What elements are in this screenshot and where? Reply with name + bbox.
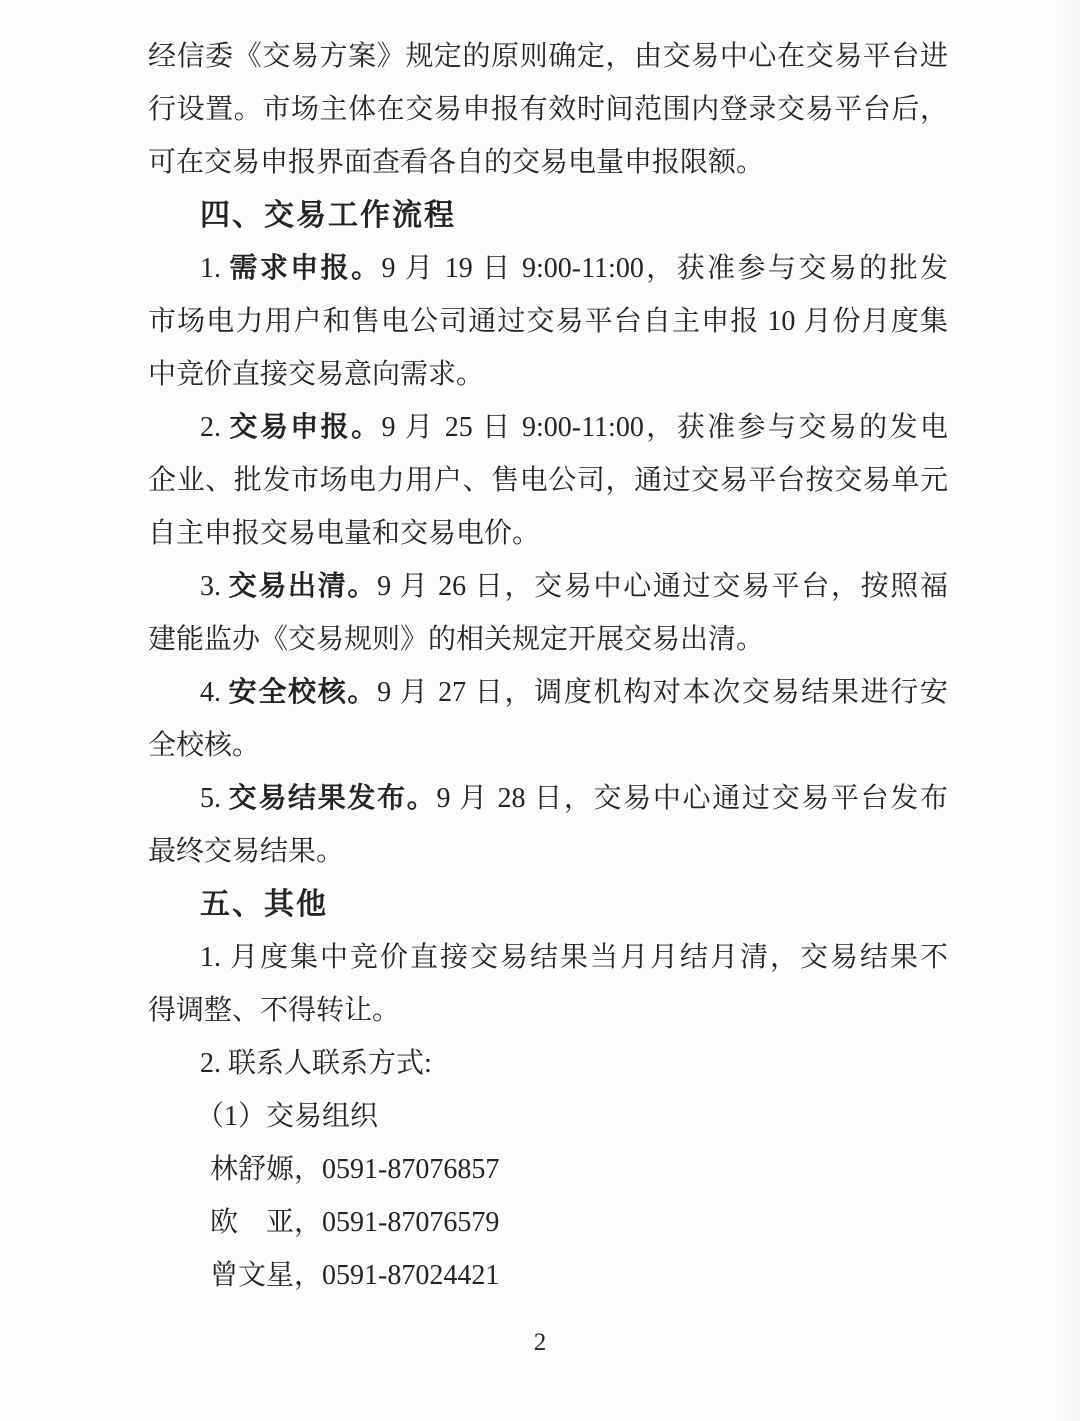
body-line <box>148 719 948 772</box>
line-text: 经信委《交易方案》规定的原则确定，由交易中心在交易平台进 <box>148 41 948 72</box>
item-number: 2. <box>200 412 221 443</box>
line-text: 1. 月度集中竞价直接交易结果当月月结月清，交易结果不 <box>200 942 948 973</box>
page-body <box>148 30 948 1302</box>
line-text: 企业、批发市场电力用户、售电公司，通过交易平台按交易单元 <box>148 465 948 496</box>
line-text: 市场电力用户和售电公司通过交易平台自主申报 10 月份月度集 <box>148 306 948 337</box>
item-title: 安全校核。 <box>227 677 378 708</box>
list-item-line <box>148 1037 948 1090</box>
line-text: 自主申报交易电量和交易电价。 <box>148 518 541 549</box>
heading-section-4 <box>148 189 948 242</box>
body-line <box>148 348 948 401</box>
body-line <box>148 454 948 507</box>
contact-line <box>148 1143 948 1196</box>
line-text: 建能监办《交易规则》的相关规定开展交易出清。 <box>148 624 765 655</box>
heading-text: 四、交易工作流程 <box>200 199 456 232</box>
body-line <box>148 136 948 189</box>
list-item-line <box>148 666 948 719</box>
item-text: 9 月 25 日 9:00-11:00，获准参与交易的发电 <box>381 412 948 443</box>
item-title: 交易结果发布。 <box>227 783 437 814</box>
item-text: 9 月 19 日 9:00-11:00，获准参与交易的批发 <box>381 253 948 284</box>
contact-text: 林舒嫄，0591-87076857 <box>210 1154 500 1185</box>
body-line <box>148 825 948 878</box>
line-text: 可在交易申报界面查看各自的交易电量申报限额。 <box>148 147 765 178</box>
item-title: 需求申报。 <box>227 253 382 284</box>
contact-line <box>148 1249 948 1302</box>
item-number: 4. <box>200 677 221 708</box>
body-line <box>148 613 948 666</box>
body-line <box>148 30 948 83</box>
heading-text: 五、其他 <box>200 888 328 921</box>
item-text: 9 月 27 日，调度机构对本次交易结果进行安 <box>377 677 948 708</box>
item-number: 3. <box>200 571 221 602</box>
item-text: 9 月 28 日，交易中心通过交易平台发布 <box>436 783 948 814</box>
body-line <box>148 984 948 1037</box>
contact-text: 欧 亚，0591-87076579 <box>210 1207 500 1238</box>
body-line <box>148 83 948 136</box>
line-text: 2. 联系人联系方式: <box>200 1048 432 1079</box>
list-item-line <box>148 772 948 825</box>
item-title: 交易申报。 <box>227 412 382 443</box>
item-number: 5. <box>200 783 221 814</box>
line-text: 中竞价直接交易意向需求。 <box>148 359 485 390</box>
line-text: 得调整、不得转让。 <box>148 995 401 1026</box>
item-title: 交易出清。 <box>227 571 378 602</box>
list-item-line <box>148 560 948 613</box>
contact-text: 曾文星，0591-87024421 <box>210 1260 500 1291</box>
list-item-line <box>148 401 948 454</box>
contact-line <box>148 1196 948 1249</box>
page-number: 2 <box>533 1329 547 1356</box>
sub-item-line <box>148 1090 948 1143</box>
heading-section-5 <box>148 878 948 931</box>
line-text: （1）交易组织 <box>196 1101 379 1132</box>
item-number: 1. <box>200 253 221 284</box>
list-item-line <box>148 242 948 295</box>
body-line <box>148 507 948 560</box>
body-line <box>148 295 948 348</box>
list-item-line <box>148 931 948 984</box>
line-text: 行设置。市场主体在交易申报有效时间范围内登录交易平台后， <box>148 94 948 125</box>
line-text: 最终交易结果。 <box>148 836 345 867</box>
item-text: 9 月 26 日，交易中心通过交易平台，按照福 <box>377 571 948 602</box>
line-text: 全校核。 <box>148 730 261 761</box>
